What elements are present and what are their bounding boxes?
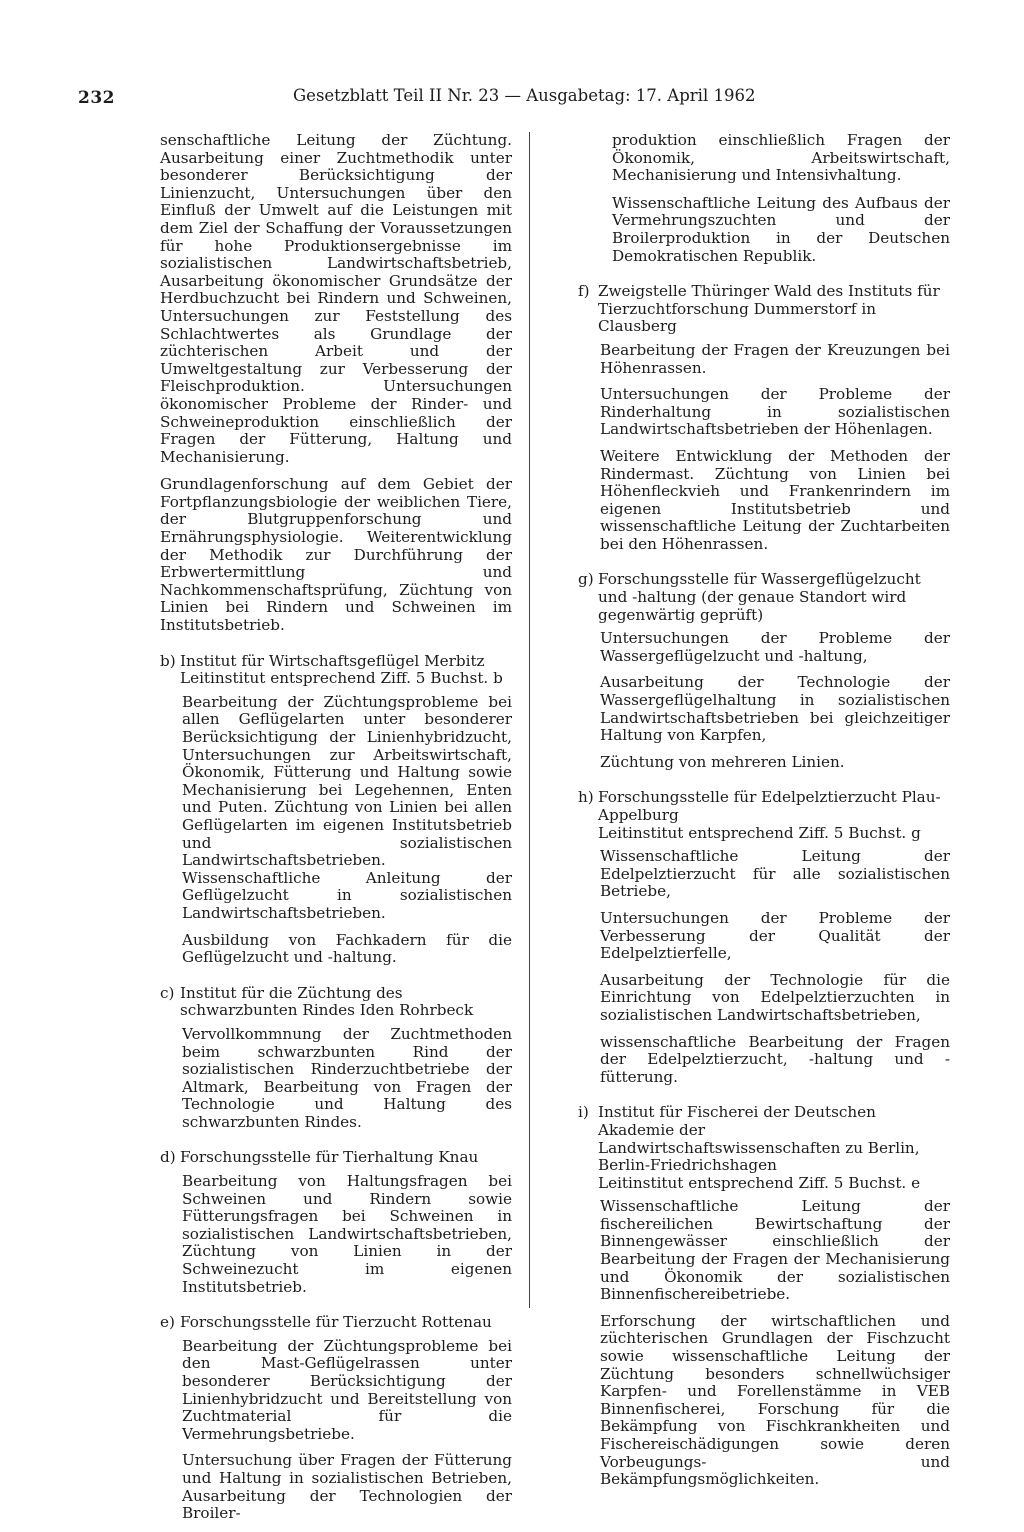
- section-title: Forschungsstelle für Tierhaltung Knau: [180, 1148, 479, 1167]
- paragraph: Weitere Entwicklung der Methoden der Rindermast. Züchtung von Linien bei Höhenfleckvieh und Frankenrindern im eigenen Institutsbetrieb und wissenschaftliche Leitung der Zuchtarbeiten bei den Höhenrassen.: [600, 446, 950, 553]
- paragraph: Wissenschaftliche Leitung der Edelpelztierzucht für alle sozialistischen Betriebe,: [600, 847, 950, 901]
- paragraph: Bearbeitung der Züchtungsprobleme bei den Mast-Geflügelrassen unter besonderer Berücksichtigung der Linienhybridzucht und Bereitstellung von Zuchtmaterial für die Vermehrungsbetriebe.: [182, 1336, 512, 1443]
- section-title: Institut für die Züchtung des schwarzbunten Rindes Iden Rohrbeck: [180, 983, 474, 1020]
- section-letter: i): [578, 1103, 589, 1122]
- section-f: [578, 283, 950, 553]
- paragraph: Wissenschaftliche Leitung der fischereilichen Bewirtschaftung der Binnengewässer einschließlich der Bearbeitung der Fragen der Mechanisierung und Ökonomik der sozialistischen Binnenfischereibetriebe.: [600, 1197, 950, 1304]
- section-title: Institut für Fischerei der Deutschen Akademie der Landwirtschaftswissenschaften zu Berlin, Berlin-Friedrichshagen: [598, 1103, 920, 1175]
- section-heading: [160, 1314, 512, 1332]
- section-title: Institut für Wirtschaftsgeflügel Merbitz: [180, 651, 485, 670]
- paragraph: wissenschaftliche Bearbeitung der Fragen der Edelpelztierzucht, -haltung und -fütterung.: [600, 1032, 950, 1086]
- section-letter: d): [160, 1148, 176, 1167]
- section-heading: [160, 1149, 512, 1167]
- page-header-title: Gesetzblatt Teil II Nr. 23 — Ausgabetag: 17. April 1962: [293, 86, 756, 105]
- section-b: [160, 653, 512, 967]
- paragraph: Bearbeitung von Haltungsfragen bei Schweinen und Rindern sowie Fütterungsfragen bei Schweinen in sozialistischen Landwirtschaftsbetrieben, Züchtung von Linien in der Schweinezucht im eigenen Institutsbetrieb.: [182, 1172, 512, 1296]
- section-heading: [578, 1104, 950, 1192]
- section-body: [160, 694, 512, 967]
- section-title-block: [180, 1314, 512, 1332]
- paragraph: Bearbeitung der Fragen der Kreuzungen bei Höhenrassen.: [600, 340, 950, 377]
- section-h: [578, 789, 950, 1086]
- section-title-block: [598, 1104, 950, 1192]
- section-heading: [578, 571, 950, 624]
- paragraph: Ausarbeitung der Technologie der Wassergeflügelhaltung in sozialistischen Landwirtschaftsbetrieben bei gleichzeitiger Haltung von Karpfen,: [600, 673, 950, 745]
- paragraph: Wissenschaftliche Leitung des Aufbaus der Vermehrungszuchten und der Broilerproduktion in der Deutschen Demokratischen Republik.: [612, 193, 950, 265]
- section-letter: f): [578, 282, 590, 301]
- paragraph: Vervollkommnung der Zuchtmethoden beim schwarzbunten Rind der sozialistischen Rinderzuchtbetriebe der Altmark, Bearbeitung von Fragen der Technologie und Haltung des schwarzbunten Rindes.: [182, 1024, 512, 1131]
- left-column: [160, 132, 512, 1532]
- section-title-block: [598, 283, 950, 336]
- section-g: [578, 571, 950, 771]
- paragraph: Untersuchungen der Probleme der Rinderhaltung in sozialistischen Landwirtschaftsbetrieben der Höhenlagen.: [600, 385, 950, 439]
- section-subtitle: Leitinstitut entsprechend Ziff. 5 Buchst. b: [180, 669, 503, 688]
- section-title: Forschungsstelle für Wassergeflügelzucht und -haltung (der genaue Standort wird gegenwärtig geprüft): [598, 570, 921, 624]
- section-letter: g): [578, 570, 594, 589]
- paragraph: senschaftliche Leitung der Züchtung. Ausarbeitung einer Zuchtmethodik unter besonderer Berücksichtigung der Linienzucht, Untersuchungen über den Einfluß der Umwelt auf die Leistungen mit dem Ziel der Schaffung der Voraussetzungen für hohe Produktionsergebnisse im sozialistischen Landwirtschaftsbetrieb, Ausarbeitung ökonomischer Grundsätze der Herdbuchzucht bei Rindern und Schweinen, Untersuchungen zur Feststellung des Schlachtwertes als Grundlage der züchterischen Arbeit und der Umweltgestaltung zur Verbesserung der Fleischproduktion. Untersuchungen ökonomischer Probleme der Rinder- und Schweineproduktion einschließlich der Fragen der Fütterung, Haltung und Mechanisierung.: [160, 131, 512, 466]
- section-title-block: [598, 789, 950, 842]
- section-body: [160, 1338, 512, 1523]
- paragraph: Untersuchungen der Probleme der Verbesserung der Qualität der Edelpelztierfelle,: [600, 908, 950, 963]
- paragraph: Erforschung der wirtschaftlichen und züchterischen Grundlagen der Fischzucht sowie wissenschaftliche Leitung der Züchtung besonders schnellwüchsiger Karpfen- und Forellenstämme in VEB Binnenfischerei, Forschung für die Bekämpfung von Fischkrankheiten und Fischereischädigungen sowie deren Vorbeugungs- und Bekämpfungsmöglichkeiten.: [600, 1311, 950, 1489]
- section-subtitle: Leitinstitut entsprechend Ziff. 5 Buchst. e: [598, 1173, 921, 1192]
- section-letter: h): [578, 788, 594, 807]
- section-letter: b): [160, 651, 176, 670]
- section-title: Zweigstelle Thüringer Wald des Instituts für Tierzuchtforschung Dummerstorf in Clausberg: [598, 282, 940, 336]
- section-title: Forschungsstelle für Tierzucht Rottenau: [180, 1313, 492, 1332]
- section-body: [578, 1198, 950, 1489]
- paragraph: Untersuchung über Fragen der Fütterung und Haltung in sozialistischen Betrieben, Ausarbeitung der Technologien der Broiler-: [182, 1451, 512, 1523]
- paragraph: Ausbildung von Fachkadern für die Geflügelzucht und -haltung.: [182, 930, 512, 967]
- paragraph: Bearbeitung der Züchtungsprobleme bei allen Geflügelarten unter besonderer Berücksichtigung der Linienhybridzucht, Untersuchungen zur Arbeitswirtschaft, Ökonomik, Fütterung und Haltung sowie Mechanisierung bei Legehennen, Enten und Puten. Züchtung von Linien bei allen Geflügelarten im eigenen Institutsbetrieb und sozialistischen Landwirtschaftsbetrieben. Wissenschaftliche Anleitung der Geflügelzucht in sozialistischen Landwirtschaftsbetrieben.: [182, 692, 512, 922]
- section-body: [578, 848, 950, 1086]
- section-d: [160, 1149, 512, 1296]
- column-divider: [529, 132, 530, 1308]
- section-title-block: [598, 571, 950, 624]
- section-body: [160, 1026, 512, 1132]
- section-letter: c): [160, 983, 175, 1002]
- section-heading: [160, 653, 512, 688]
- section-title-block: [180, 985, 512, 1020]
- section-body: [160, 1173, 512, 1296]
- paragraph: Grundlagenforschung auf dem Gebiet der Fortpflanzungsbiologie der weiblichen Tiere, der Blutgruppenforschung und Ernährungsphysiologie. Weiterentwicklung der Methodik zur Durchführung der Erbwertermittlung und Nachkommenschaftsprüfung, Züchtung von Linien bei Rindern und Schweinen im Institutsbetrieb.: [160, 475, 512, 635]
- section-title: Forschungsstelle für Edelpelztierzucht Plau-Appelburg: [598, 788, 941, 824]
- page-number: 232: [78, 88, 115, 108]
- section-heading: [578, 789, 950, 842]
- section-body: [578, 342, 950, 554]
- section-c: [160, 985, 512, 1132]
- section-subtitle: Leitinstitut entsprechend Ziff. 5 Buchst. g: [598, 823, 921, 842]
- section-heading: [578, 283, 950, 336]
- paragraph: Züchtung von mehreren Linien.: [600, 752, 845, 771]
- section-body: [578, 630, 950, 771]
- section-title-block: [180, 653, 512, 688]
- section-letter: e): [160, 1313, 175, 1332]
- right-column: [578, 132, 950, 1498]
- paragraph: produktion einschließlich Fragen der Ökonomik, Arbeitswirtschaft, Mechanisierung und Intensivhaltung.: [612, 131, 950, 185]
- paragraph: Untersuchungen der Probleme der Wassergeflügelzucht und -haltung,: [600, 629, 950, 665]
- section-e: [160, 1314, 512, 1523]
- section-heading: [160, 985, 512, 1020]
- section-title-block: [180, 1149, 512, 1167]
- section-i: [578, 1104, 950, 1488]
- paragraph: Ausarbeitung der Technologie für die Einrichtung von Edelpelztierzuchten in sozialistischen Landwirtschaftsbetrieben,: [600, 970, 950, 1024]
